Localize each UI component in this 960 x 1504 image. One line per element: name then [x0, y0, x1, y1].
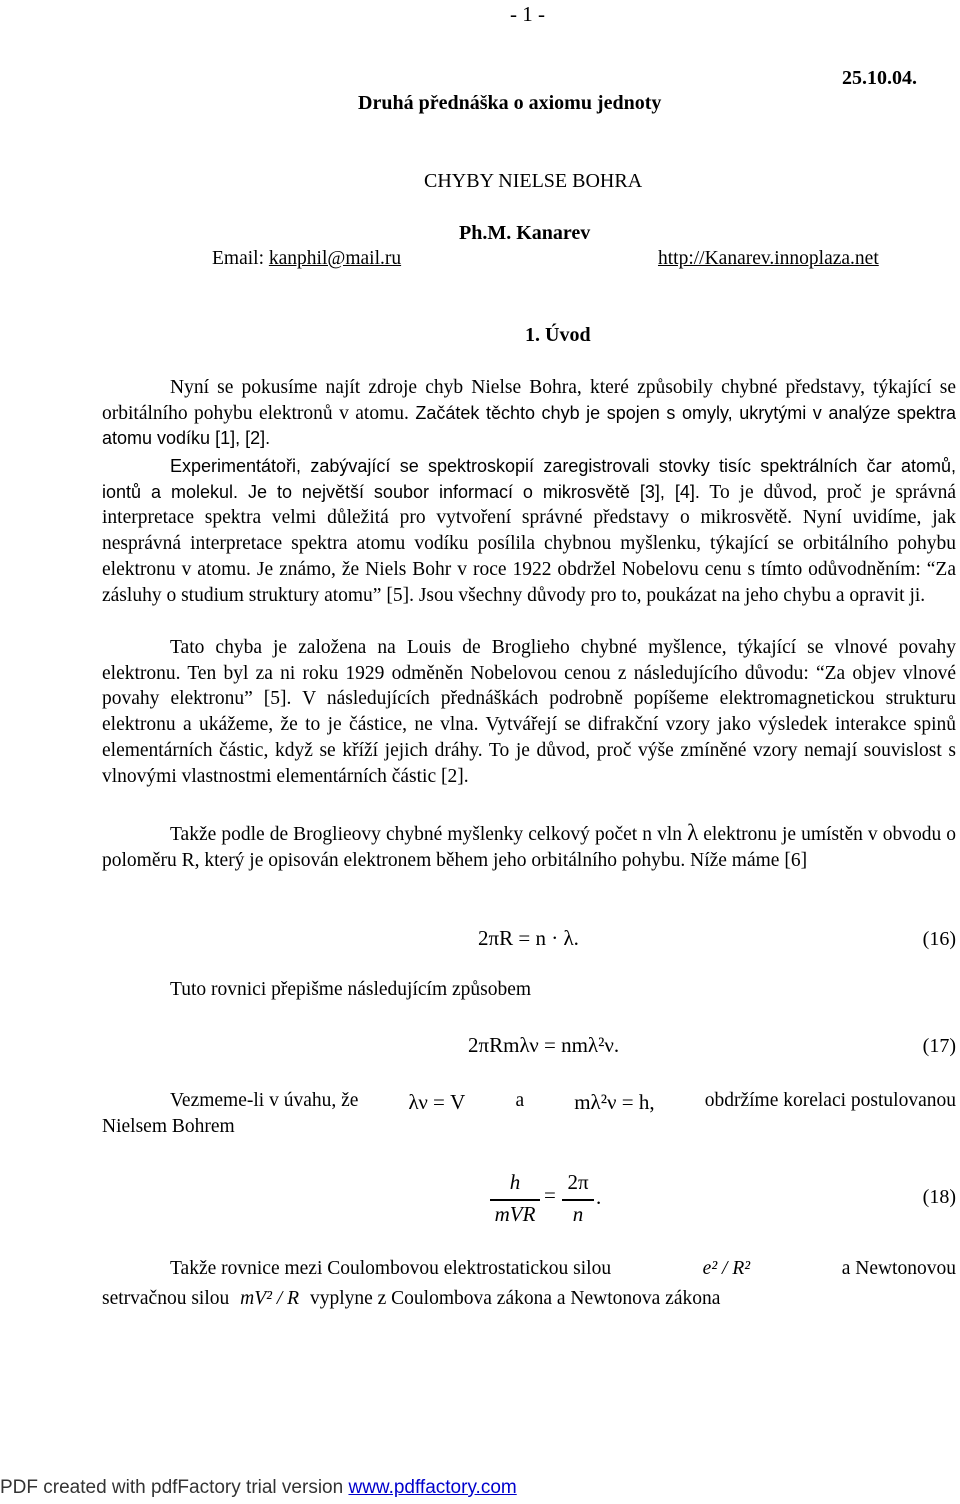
equation-18-denominator-left: mVR [494, 1202, 536, 1226]
paragraph-4-post: elektronu je umístěn v obvodu o poloměru R, který je opisován elektronem během jeho orbitálního pohybu. Níže máme [6] [102, 824, 957, 871]
equation-lambda-nu: λν = V [408, 1090, 466, 1114]
page-number: - 1 - [510, 2, 545, 26]
equation-17: 2πRmλν = nmλ²ν. [468, 1033, 620, 1057]
website-link[interactable]: http://Kanarev.innoplaza.net [658, 248, 879, 269]
equation-coulomb-force: e² / R² [702, 1258, 751, 1279]
equation-18-denominator-right: n [572, 1202, 584, 1226]
paragraph-6-line-1 [170, 1090, 956, 1115]
paragraph-7-mid: a Newtonovou [841, 1258, 956, 1279]
equation-18-numerator-right: 2π [567, 1170, 589, 1194]
author: Ph.M. Kanarev [459, 222, 591, 244]
equation-16-number: (16) [922, 928, 956, 950]
paragraph-1 [102, 375, 956, 452]
paragraph-6-line-2: Nielsem Bohrem [102, 1116, 235, 1137]
paragraph-6-pre: Vezmeme-li v úvahu, že [170, 1090, 359, 1111]
footer-text: PDF created with pdfFactory trial version [0, 1477, 344, 1498]
equation-17-number: (17) [922, 1035, 956, 1057]
email-link[interactable]: kanphil@mail.ru [268, 248, 402, 269]
paragraph-2-part-b: To je důvod, proč je správná interpretace spektra velmi důležitá pro vytvoření správné představy o mikrosvětě. [102, 481, 956, 529]
equation-16: 2πR = n · λ. [478, 926, 579, 950]
paragraph-4-pre: Takže podle de Broglieovy chybné myšlenky celkový počet n vln [170, 824, 682, 845]
paragraph-3: Tato chyba je založena na Louis de Broglieho chybné myšlence, týkající se vlnové povahy elektronu. Ten byl za ni roku 1929 odměněn Nobelovou cenou z následujícího důvodu: “Za objev vlnové povahy elektronu” [5]. V následujících přednáškách podrobně popíšeme elektromagnetickou strukturu elektronu a ukážeme, že to je částice, ne vlna. Vytvářejí se difrakční vzory jako výsledek interakce spinů elementárních částic, když se kříží jejich dráhy. To je důvod, proč výše zmíněné vzory nemají souvislost s vlnovými vlastnostmi elementárních částic [2]. [102, 637, 956, 787]
paragraph-2-part-a: Experimentátoři, zabývající se spektroskopií zaregistrovali stovky tisíc spektrálních čar atomů, iontů a molekul. Je to největší soubor informací o mikrosvětě [3], [4]. [102, 456, 956, 502]
date: 25.10.04. [842, 67, 917, 89]
section-heading: 1. Úvod [525, 324, 591, 346]
equation-18-fraction-bar-right [562, 1199, 594, 1201]
equation-m-lambda-nu: mλ²ν = h, [574, 1090, 655, 1114]
equation-inertial-force: mV² / R [240, 1288, 300, 1309]
paragraph-6-and: a [515, 1090, 525, 1111]
paragraph-7-line-2-pre: setrvačnou silou [102, 1288, 230, 1309]
paragraph-7-line-2-post: vyplyne z Coulombova zákona a Newtonova zákona [309, 1288, 721, 1309]
paragraph-7-pre: Takže rovnice mezi Coulombovou elektrostatickou silou [170, 1258, 612, 1279]
equation-18-equals: = [544, 1183, 556, 1207]
paragraph-5: Tuto rovnici přepišme následujícím způsobem [170, 979, 532, 1000]
paragraph-6-post: obdržíme korelaci postulovanou [704, 1090, 956, 1111]
equation-18-fraction-bar-left [490, 1199, 540, 1201]
email-line [212, 248, 401, 270]
paragraph-1-part-b: Začátek těchto chyb je spojen s omyly, ukrytými v analýze spektra atomu vodíku [1], [2]. [102, 402, 956, 449]
footer-link[interactable]: www.pdffactory.com [348, 1477, 517, 1498]
paragraph-2 [102, 454, 956, 608]
email-label: Email: [212, 248, 264, 269]
lambda-symbol: λ [687, 820, 699, 845]
paragraph-4 [102, 820, 956, 873]
equation-18-period: . [596, 1185, 602, 1209]
paragraph-1-part-a: Nyní se pokusíme najít zdroje chyb Nielse Bohra, které způsobily chybné představy, týkající se orbitálního pohybu elektronů v atomu. [102, 377, 956, 424]
main-title: CHYBY NIELSE BOHRA [424, 170, 643, 192]
paragraph-7-line-1 [170, 1258, 956, 1280]
paragraph-7-line-2 [102, 1288, 720, 1310]
equation-18-number: (18) [922, 1186, 956, 1208]
paragraph-2-part-c: Nyní uvidíme, jak nesprávná interpretace spektra atomu vodíku posílila chybnou myšlenku, týkající se orbitálního pohybu elektronu v atomu. Je známo, že Niels Bohr v roce 1922 obdržel Nobelovu cenu s tímto odůvodněním: “Za zásluhy o studium struktury atomu” [5]. Jsou všechny důvody pro to, poukázat na jeho chybu a opravit ji. [102, 507, 957, 606]
pdf-footer [0, 1477, 517, 1499]
equation-18-numerator-left: h [509, 1170, 521, 1194]
lecture-title: Druhá přednáška o axiomu jednoty [358, 92, 662, 114]
